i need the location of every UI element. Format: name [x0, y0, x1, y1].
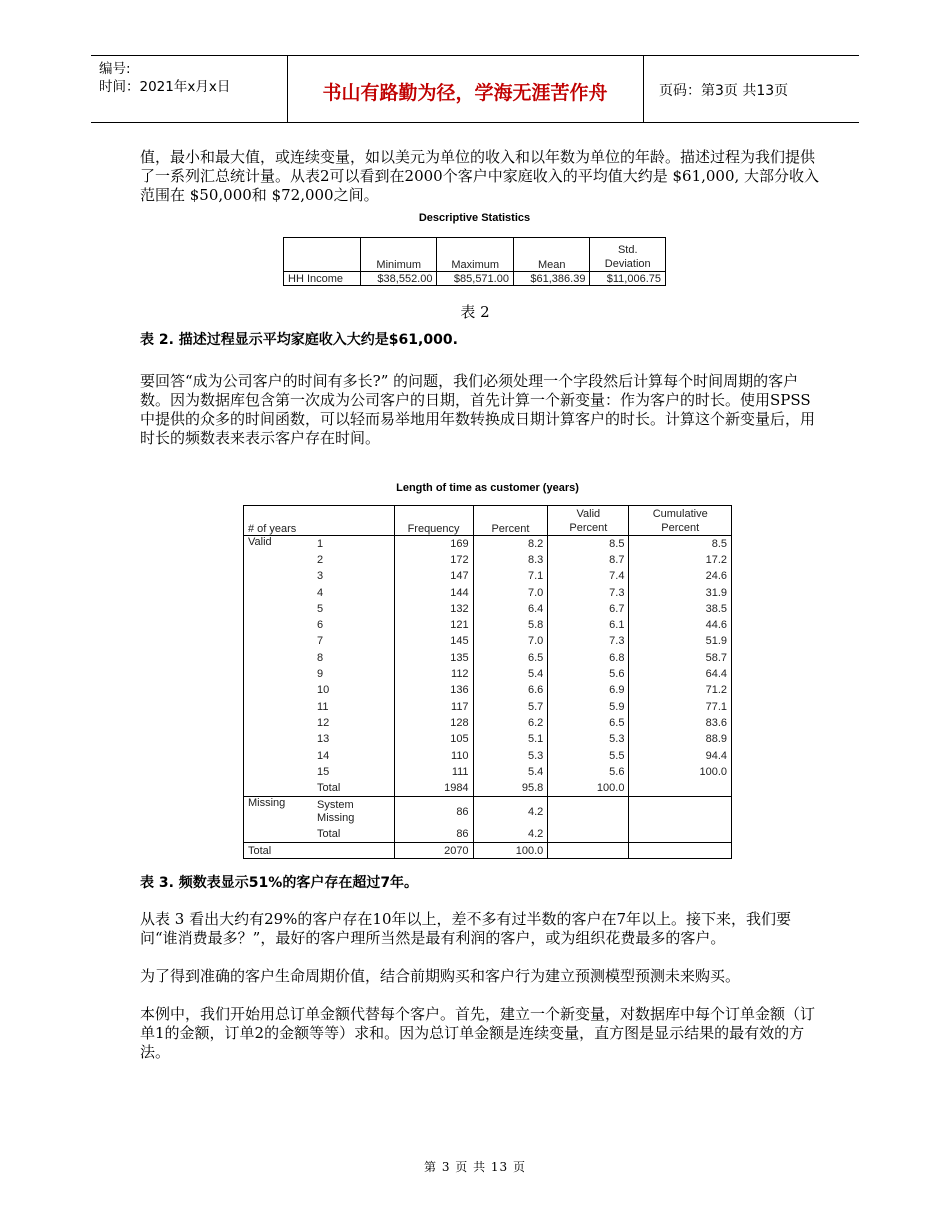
cell-percent: 8.2	[473, 536, 548, 552]
table2-caption: 表 2. 描述过程显示平均家庭收入大约是$61,000.	[140, 332, 458, 348]
group-label-spacer	[244, 568, 316, 584]
group-label-spacer	[244, 780, 316, 796]
table3-header-cumulative-percent-line1: Cumulative	[652, 508, 708, 520]
cell-frequency: 105	[394, 731, 473, 747]
table2-header-mean: Mean	[513, 238, 589, 272]
cell-cumulative-percent: 71.2	[629, 682, 732, 698]
cell-valid-percent: 8.5	[548, 536, 629, 552]
table2-title: Descriptive Statistics	[418, 212, 531, 224]
table3-header-valid-percent-line1: Valid	[576, 508, 601, 520]
cell-valid-percent: 5.9	[548, 698, 629, 714]
cell-frequency: 169	[394, 536, 473, 552]
frequency-table-body	[244, 536, 732, 859]
cell-frequency: 147	[394, 568, 473, 584]
cell-cumulative-percent-empty	[629, 780, 732, 796]
table3-header-cumulative-percent	[629, 506, 732, 536]
cell-total-label: Total	[317, 781, 341, 794]
table3-caption: 表 3. 频数表显示51%的客户存在超过7年。	[140, 875, 419, 891]
cell-years: 5	[317, 602, 324, 615]
table-row-grand-total	[244, 843, 732, 859]
group-label-missing: Missing	[244, 796, 316, 826]
cell-frequency: 132	[394, 601, 473, 617]
cell-frequency: 112	[394, 666, 473, 682]
cell-valid-percent: 7.4	[548, 568, 629, 584]
table-row	[244, 698, 732, 714]
cell-cumulative-percent-empty	[629, 826, 732, 842]
paragraph-customer-length: 要回答“成为公司客户的时间有多长?” 的问题，我们必须处理一个字段然后计算每个时间周期的客户数。因为数据库包含第一次成为公司客户的日期，首先计算一个新变量：作为客户的时长。使用SPSS中提供的众多的时间函数，可以轻而易举地用年数转换成日期计算客户的时长。计算这个新变量后，用时长的频数表来表示客户存在时间。	[140, 372, 816, 447]
cell-percent: 8.3	[473, 552, 548, 568]
cell-cumulative-percent: 64.4	[629, 666, 732, 682]
cell-years: 15	[317, 765, 330, 778]
system-missing-line1: System	[317, 798, 354, 811]
cell-valid-percent: 7.3	[548, 633, 629, 649]
cell-cumulative-percent: 88.9	[629, 731, 732, 747]
table2-label: 表 2	[460, 303, 490, 321]
group-label-spacer	[244, 666, 316, 682]
cell-cumulative-percent: 83.6	[629, 715, 732, 731]
cell-frequency: 110	[394, 747, 473, 763]
document-date-label: 时间：2021年x月x日	[99, 79, 231, 95]
cell-valid-percent-empty	[548, 796, 629, 826]
header-motto: 书山有路勤为径，学海无涯苦作舟	[322, 82, 608, 104]
table2-value-mean: $61,386.39	[513, 272, 589, 286]
table3-header-valid-percent	[548, 506, 629, 536]
cell-years: 4	[317, 586, 324, 599]
cell-years: 7	[317, 635, 324, 648]
table2-row-label: HH Income	[284, 272, 361, 286]
table3-header-cumulative-percent-line2: Percent	[661, 522, 700, 534]
group-label-spacer	[244, 715, 316, 731]
cell-valid-percent: 5.5	[548, 747, 629, 763]
cell-percent: 7.0	[473, 584, 548, 600]
table-row-missing-total	[244, 826, 732, 842]
cell-valid-percent: 100.0	[548, 780, 629, 796]
group-label-spacer	[244, 682, 316, 698]
table-row	[244, 764, 732, 780]
table-row	[244, 552, 732, 568]
header-page-label: 页码：第3页 共13页	[659, 83, 789, 99]
cell-cumulative-percent: 100.0	[629, 764, 732, 780]
cell-years: 3	[317, 570, 324, 583]
cell-frequency: 172	[394, 552, 473, 568]
header-meta	[99, 60, 230, 96]
table-row	[244, 715, 732, 731]
cell-percent: 100.0	[473, 843, 548, 859]
table3-header-valid-percent-line2: Percent	[569, 522, 608, 534]
table-row-valid-total	[244, 780, 732, 796]
group-label-spacer	[244, 764, 316, 780]
cell-frequency: 117	[394, 698, 473, 714]
paragraph-analysis: 从表 3 看出大约有29%的客户存在10年以上，差不多有过半数的客户在7年以上。接下来，我们要问“谁消费最多？”，最好的客户理所当然是最有利润的客户，或为组织花费最多的客户。	[140, 910, 792, 947]
table2-value-std-deviation: $11,006.75	[590, 272, 666, 286]
cell-frequency: 128	[394, 715, 473, 731]
cell-cumulative-percent: 77.1	[629, 698, 732, 714]
cell-cumulative-percent: 24.6	[629, 568, 732, 584]
cell-years: 13	[317, 733, 330, 746]
cell-percent: 5.8	[473, 617, 548, 633]
group-label-spacer	[244, 584, 316, 600]
table-row	[244, 617, 732, 633]
cell-percent: 6.2	[473, 715, 548, 731]
group-label-spacer	[244, 617, 316, 633]
table2-value-maximum: $85,571.00	[437, 272, 513, 286]
cell-cumulative-percent: 58.7	[629, 650, 732, 666]
cell-valid-percent: 6.5	[548, 715, 629, 731]
group-label-spacer	[244, 731, 316, 747]
cell-cumulative-percent: 31.9	[629, 584, 732, 600]
cell-frequency: 145	[394, 633, 473, 649]
group-label-spacer	[244, 826, 316, 842]
table2-header-std-line2: Deviation	[604, 258, 651, 270]
cell-valid-percent: 7.3	[548, 584, 629, 600]
cell-system-missing-label	[315, 796, 394, 826]
cell-years: 14	[317, 749, 330, 762]
cell-frequency: 136	[394, 682, 473, 698]
table3-header-frequency: Frequency	[394, 506, 473, 536]
table-row	[244, 650, 732, 666]
table3-title: Length of time as customer (years)	[396, 482, 579, 494]
cell-frequency: 111	[394, 764, 473, 780]
system-missing-line2: Missing	[317, 811, 355, 824]
group-label-spacer	[244, 698, 316, 714]
cell-percent: 5.4	[473, 666, 548, 682]
table2-header-maximum: Maximum	[437, 238, 513, 272]
table2-header-std-line1: Std.	[617, 244, 638, 256]
group-label-spacer	[244, 601, 316, 617]
cell-percent: 5.7	[473, 698, 548, 714]
cell-years: 2	[317, 553, 324, 566]
cell-frequency: 1984	[394, 780, 473, 796]
table2-value-minimum: $38,552.00	[361, 272, 437, 286]
paragraph-intro: 值，最小和最大值，或连续变量，如以美元为单位的收入和以年数为单位的年龄。描述过程为我们提供了一系列汇总统计量。从表2可以看到在2000个客户中家庭收入的平均值大约是 $61,000, 大部分收入范围在 $50,000和 $72,000之间。	[140, 148, 820, 204]
cell-years: 8	[317, 651, 324, 664]
cell-valid-percent: 8.7	[548, 552, 629, 568]
cell-percent: 5.1	[473, 731, 548, 747]
group-label-spacer	[244, 650, 316, 666]
cell-valid-percent-empty	[548, 843, 629, 859]
table2-header-std-deviation	[590, 238, 666, 272]
cell-frequency: 135	[394, 650, 473, 666]
document-number-label: 编号:	[99, 61, 131, 77]
page-footer: 第 3 页 共 13 页	[424, 1160, 526, 1174]
cell-years: 12	[317, 716, 330, 729]
cell-frequency: 86	[394, 826, 473, 842]
cell-years: 1	[317, 537, 324, 550]
cell-valid-percent: 5.6	[548, 666, 629, 682]
table-row	[244, 601, 732, 617]
cell-cumulative-percent-empty	[629, 796, 732, 826]
table3-header-years: # of years	[244, 506, 395, 536]
cell-percent: 6.5	[473, 650, 548, 666]
cell-valid-percent-empty	[548, 826, 629, 842]
cell-cumulative-percent: 51.9	[629, 633, 732, 649]
cell-percent: 7.1	[473, 568, 548, 584]
group-label-spacer	[244, 633, 316, 649]
table-row	[244, 747, 732, 763]
cell-years: 10	[317, 684, 330, 697]
cell-valid-percent: 5.3	[548, 731, 629, 747]
cell-years: 6	[317, 619, 324, 632]
table-row-system-missing	[244, 796, 732, 826]
cell-cumulative-percent-empty	[629, 843, 732, 859]
cell-cumulative-percent: 44.6	[629, 617, 732, 633]
cell-valid-percent: 6.7	[548, 601, 629, 617]
group-label-valid: Valid	[244, 536, 316, 552]
cell-cumulative-percent: 17.2	[629, 552, 732, 568]
cell-percent: 6.6	[473, 682, 548, 698]
frequency-table	[243, 505, 732, 859]
table-row	[244, 666, 732, 682]
table-row	[244, 584, 732, 600]
table-row	[244, 731, 732, 747]
paragraph-total-order: 本例中，我们开始用总订单金额代替每个客户。首先，建立一个新变量，对数据库中每个订单金额（订单1的金额，订单2的金额等等）求和。因为总订单金额是连续变量，直方图是显示结果的最有效的方法。	[140, 1005, 816, 1061]
cell-frequency: 121	[394, 617, 473, 633]
page-header	[91, 55, 859, 123]
cell-grand-total-label: Total	[244, 843, 395, 859]
cell-frequency: 144	[394, 584, 473, 600]
cell-cumulative-percent: 94.4	[629, 747, 732, 763]
cell-frequency: 2070	[394, 843, 473, 859]
table-row	[244, 682, 732, 698]
group-label-spacer	[244, 552, 316, 568]
table-row	[244, 568, 732, 584]
cell-percent: 7.0	[473, 633, 548, 649]
table2-corner	[284, 238, 361, 272]
cell-frequency: 86	[394, 796, 473, 826]
cell-percent: 5.4	[473, 764, 548, 780]
descriptive-statistics-table	[283, 237, 666, 286]
cell-cumulative-percent: 38.5	[629, 601, 732, 617]
cell-valid-percent: 5.6	[548, 764, 629, 780]
table-row	[244, 633, 732, 649]
cell-valid-percent: 6.1	[548, 617, 629, 633]
cell-percent: 4.2	[473, 796, 548, 826]
cell-percent: 6.4	[473, 601, 548, 617]
cell-valid-percent: 6.8	[548, 650, 629, 666]
paragraph-lifetime-value: 为了得到准确的客户生命周期价值，结合前期购买和客户行为建立预测模型预测未来购买。	[140, 967, 741, 985]
cell-years: 11	[317, 700, 329, 713]
cell-percent: 4.2	[473, 826, 548, 842]
table2-header-minimum: Minimum	[361, 238, 437, 272]
group-label-spacer	[244, 747, 316, 763]
cell-cumulative-percent: 8.5	[629, 536, 732, 552]
cell-years: 9	[317, 668, 324, 681]
table3-header-percent: Percent	[473, 506, 548, 536]
cell-percent: 95.8	[473, 780, 548, 796]
header-divider-right	[643, 56, 644, 122]
cell-percent: 5.3	[473, 747, 548, 763]
cell-total-label: Total	[317, 828, 341, 841]
table-row	[244, 536, 732, 552]
cell-valid-percent: 6.9	[548, 682, 629, 698]
